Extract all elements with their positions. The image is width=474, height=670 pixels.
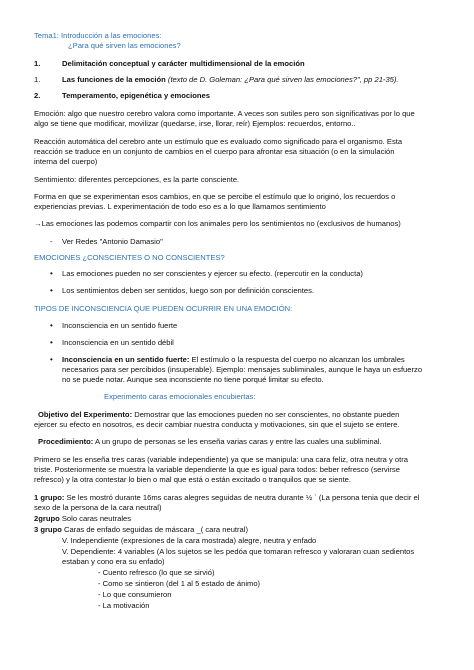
outline-item-1: Delimitación conceptual y carácter multidimensional de la emoción <box>62 59 305 68</box>
group-2-text: Solo caras neutrales <box>59 514 132 523</box>
outline-item-3: Temperamento, epigenética y emociones <box>62 91 210 100</box>
outline-number-3: 2. <box>34 91 41 100</box>
group-1-line <box>34 493 419 502</box>
group-3-line <box>34 525 248 534</box>
paragraph-line: triste. Posteriormente se muestra la variable dependiente la que es igual para todos: beber refresco (servirse <box>34 465 400 474</box>
procedure-line <box>38 437 382 446</box>
bullet-item: Inconsciencia en un sentido débil <box>62 338 174 347</box>
paragraph-line: Primero se les enseña tres caras (variable independiente) ya que se manipula: una cara feliz, otra neutra y otra <box>34 455 408 464</box>
outline-item-2-bold: Las funciones de la emoción <box>62 75 166 84</box>
group-3-label: 3 grupo <box>34 525 62 534</box>
dash-marker: - <box>50 237 53 246</box>
bullet-item-strong <box>62 355 405 364</box>
bullet-item-strong-label: Inconsciencia en un sentido fuerte: <box>62 355 190 364</box>
group-2-line <box>34 514 131 523</box>
dependent-item: - La motivación <box>98 601 150 610</box>
paragraph-line: ejercer su efecto en nosotros, es decir cambiar nuestra conducta y motivaciones, sin que el sujeto se entere. <box>34 420 400 429</box>
dependent-item: - Como se sintieron (del 1 al 5 estado de ánimo) <box>98 579 261 588</box>
objective-text: Demostrar que las emociones pueden no ser conscientes, no obstante pueden <box>132 410 400 419</box>
paragraph-line: estaban y cono era su enfado) <box>62 557 165 566</box>
dependent-item: - Lo que consumieron <box>98 590 172 599</box>
outline-item-2-italic: (texto de D. Goleman: ¿Para qué sirven las emociones?", pp 21-35). <box>165 75 399 84</box>
group-2-label: 2grupo <box>34 514 60 523</box>
bullet-dot: • <box>50 269 53 278</box>
paragraph-line: no se puede notar. Aunque sea inconsciente no tiene porqué limitar su efecto. <box>62 375 324 384</box>
paragraph-line: Reacción automática del cerebro ante un estímulo que es evaluado como significado para el organismo. Esta <box>34 137 403 146</box>
arrow-note: →Las emociones las podemos compartir con los animales pero los sentimientos no (exclusivos de humanos) <box>34 219 401 228</box>
paragraph-line: sexo de la persona de la cara neutral) <box>34 503 162 512</box>
paragraph-line: Emoción: algo que nuestro cerebro valora como importante. A veces son sutiles pero son significativas por lo que <box>34 109 415 118</box>
bullet-dot: • <box>50 286 53 295</box>
paragraph-line: interna del cuerpo) <box>34 157 98 166</box>
outline-number-1: 1. <box>34 59 41 68</box>
bullet-dot: • <box>50 355 53 364</box>
dash-item-text: Ver Redes "Antonio Damasio" <box>62 237 163 246</box>
bullet-item: Los sentimientos deben ser sentidos, luego son por definición conscientes. <box>62 286 315 295</box>
group-3-text: Caras de enfado seguidas de máscara _( cara neutral) <box>61 525 248 534</box>
bullet-item: Las emociones pueden no ser conscientes y ejercer su efecto. (repercutir en la conducta) <box>62 269 363 278</box>
dependent-variable: V. Dependiente: 4 variables (A los sujetos se les pedóa que tomaran refresco y valoraran cuan sedientos <box>62 547 415 556</box>
group-1-text: Se les mostró durante 16ms caras alegres seguidas de neutra durante ½ ` (La persona tenia que decir el <box>64 493 420 502</box>
outline-item-2 <box>62 75 399 84</box>
independent-variable: V. Independiente (expresiones de la cara mostrada) alegre, neutra y enfado <box>62 536 317 545</box>
section-heading: TIPOS DE INCONSCIENCIA QUE PUEDEN OCURRIR EN UNA EMOCIÓN: <box>34 304 293 313</box>
paragraph-line: necesarios para ser percibidos (insuperable). Ejemplo: mensajes subliminales, aunque le haya un esfuerzo <box>62 365 423 374</box>
dependent-item: - Cuento refresco (lo que se sirvió) <box>98 568 215 577</box>
paragraph-line: algo se tiene que modificar, movilizar (quedarse, irse, llorar, reír) Ejemplos: recuerdos, entorno.. <box>34 119 356 128</box>
bullet-item-strong-text: El estímulo o la respuesta del cuerpo no alcanzan los umbrales <box>189 355 405 364</box>
objective-line <box>38 410 399 419</box>
outline-number-2: 1. <box>34 75 41 84</box>
bullet-dot: • <box>50 321 53 330</box>
paragraph-line: Sentimiento: diferentes percepciones, es la parte consciente. <box>34 175 240 184</box>
procedure-label: Procedimiento: <box>38 437 94 446</box>
group-1-label: 1 grupo: <box>34 493 65 502</box>
paragraph-line: reacción se traduce en un conjunto de cambios en el cuerpo para afrontar esa situación (o en la simulación <box>34 147 395 156</box>
paragraph-line: experiencias previas. L experimentación de todo eso es a lo que llamamos sentimiento <box>34 202 326 211</box>
procedure-text: A un grupo de personas se les enseña varias caras y entre las cuales una subliminal. <box>93 437 382 446</box>
bullet-item: Inconsciencia en un sentido fuerte <box>62 321 178 330</box>
subheading: Experimento caras emocionales encubiertas: <box>104 392 256 401</box>
doc-title: Tema1: Introducción a las emociones: <box>34 31 162 40</box>
paragraph-line: Forma en que se experimentan esos cambios, en que se percibe el estímulo que lo originó, los recuerdos o <box>34 192 396 201</box>
doc-subtitle: ¿Para qué sirven las emociones? <box>68 41 181 50</box>
objective-label: Objetivo del Experimento: <box>38 410 133 419</box>
section-heading: EMOCIONES ¿CONSCIENTES O NO CONSCIENTES? <box>34 253 225 262</box>
bullet-dot: • <box>50 338 53 347</box>
paragraph-line: refresco) y la otra contestar lo bien o mal que está o están excitado o tranquilos que se siente. <box>34 475 352 484</box>
